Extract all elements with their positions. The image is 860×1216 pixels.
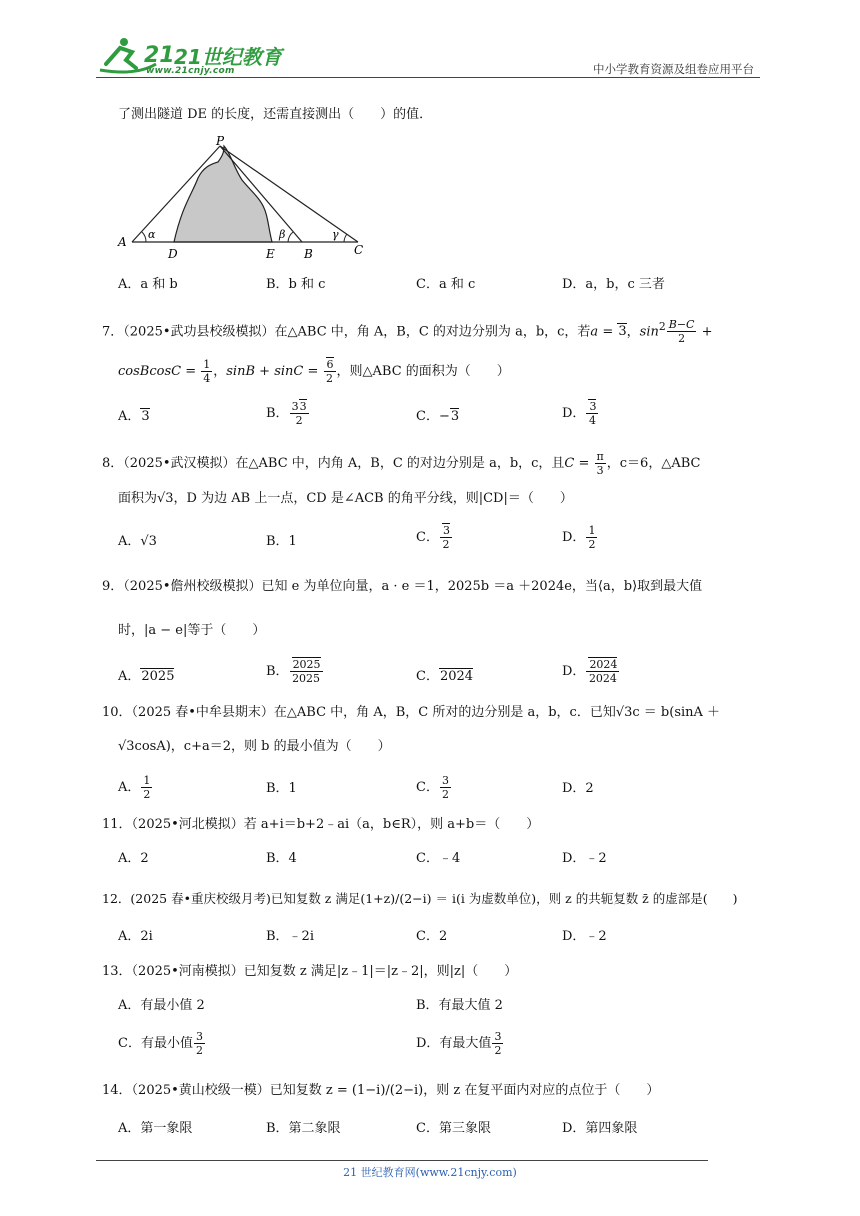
q8-stem-2: 面积为√3，D 为边 AB 上一点，CD 是∠ACB 的角平分线，则|CD|＝（ ） [118, 491, 573, 506]
q12-option-a: A．2i [118, 929, 153, 944]
label-B: B [304, 247, 313, 261]
q12-stem: 12．(2025 春•重庆校级月考)已知复数 z 满足(1+z)/(2−i) ＝ i(i 为虚数单位)，则 z 的共轭复数 z̄ 的虚部是( ) [102, 891, 738, 906]
q13-stem: 13．（2025•河南模拟）已知复数 z 满足|z﹣1|＝|z﹣2|，则|z|（ ） [102, 964, 518, 979]
label-E: E [266, 247, 275, 261]
q10-option-b: B．1 [266, 781, 297, 796]
q6-option-a: A．a 和 b [118, 277, 178, 292]
q9-stem: 9．（2025•儋州校级模拟）已知 e 为单位向量，a · e ＝1，2025b ＝a ＋2024e，当⟨a，b⟩取到最大值 [102, 579, 703, 594]
platform-title: 中小学教育资源及组卷应用平台 [593, 62, 754, 76]
tunnel-figure [112, 136, 372, 262]
page-header [96, 34, 760, 80]
logo-text: 21世纪教育 [174, 45, 282, 69]
q12-option-c: C．2 [416, 929, 448, 944]
q6-option-c: C．a 和 c [416, 277, 476, 292]
label-beta: β [279, 228, 286, 241]
q9-option-c: C．2024 [416, 669, 474, 684]
q9-stem-2: 时，|a − e|等于（ ） [118, 623, 266, 638]
q10-option-d: D．2 [562, 781, 594, 796]
q10-option-a: A． $\frac{1}{2}$ [118, 774, 151, 801]
q9-option-d: D． $\frac{2024}{2024}$ [562, 658, 618, 685]
q11-option-d: D．﹣2 [562, 851, 607, 866]
q8-option-b: B．1 [266, 534, 297, 549]
q11-option-a: A．2 [118, 851, 149, 866]
label-D: D [168, 247, 178, 261]
label-gamma: γ [332, 228, 339, 241]
q7-stem-2: cosBcosC = $\frac{1}{4}$ ，sinB + sinC = $\frac{6}{2}$ ，则△ABC 的面积为（ ） [118, 358, 510, 385]
q7-option-d: D． $\frac{3}{4}$ [562, 400, 597, 427]
q14-option-d: D．第四象限 [562, 1121, 638, 1136]
q11-option-b: B．4 [266, 851, 297, 866]
q6-tail: 了测出隧道 DE 的长度，还需直接测出（ ）的值． [118, 107, 433, 122]
q8-option-d: D． $\frac{1}{2}$ [562, 524, 596, 551]
q10-option-c: C． $\frac{3}{2}$ [416, 774, 449, 801]
q7-option-c: C．−3 [416, 409, 460, 424]
q9-option-b: B． $\frac{2025}{2025}$ [266, 658, 321, 685]
logo-url: www.21cnjy.com [146, 66, 235, 76]
header-divider [96, 77, 760, 78]
label-alpha: α [148, 228, 156, 241]
q9-option-a: A．2025 [118, 669, 175, 684]
q13-option-a: A．有最小值 2 [118, 998, 205, 1013]
q6-option-b: B．b 和 c [266, 277, 326, 292]
q8-stem: 8．（2025•武汉模拟）在△ABC 中，内角 A，B，C 的对边分别是 a，b，c，且C = $\frac{\pi}{3}$ ，c＝6，△ABC [102, 450, 701, 477]
q11-option-c: C．﹣4 [416, 851, 461, 866]
q8-option-c: C． $\frac{3}{2}$ [416, 524, 450, 551]
label-A: A [118, 235, 127, 249]
q8-option-a: A．√3 [118, 534, 157, 549]
q10-stem-2: √3cosA)，c+a＝2，则 b 的最小值为（ ） [118, 739, 391, 754]
q14-option-c: C．第三象限 [416, 1121, 491, 1136]
svg-text:21: 21 [144, 43, 175, 68]
q10-stem: 10．（2025 春•中牟县期末）在△ABC 中，角 A，B，C 所对的边分别是 a，b，c．已知√3c ＝ b(sinA ＋ [102, 705, 721, 720]
q12-option-d: D．﹣2 [562, 929, 607, 944]
q14-option-a: A．第一象限 [118, 1121, 193, 1136]
label-C: C [354, 243, 364, 257]
q7-option-a: A．3 [118, 409, 150, 424]
footer-divider [96, 1160, 708, 1161]
q7-option-b: B． $\frac{33}{2}$ [266, 400, 307, 427]
q14-stem: 14．（2025•黄山校级一模）已知复数 z = (1−i)/(2−i)，则 z 在复平面内对应的点位于（ ） [102, 1083, 660, 1098]
q11-stem: 11．（2025•河北模拟）若 a+i＝b+2﹣ai（a，b∈R），则 a+b＝（ ） [102, 817, 540, 832]
label-P: P [216, 136, 225, 148]
q12-option-b: B．﹣2i [266, 929, 314, 944]
q14-option-b: B．第二象限 [266, 1121, 341, 1136]
q13-option-d: D．有最大值 $\frac{3}{2}$ [416, 1030, 502, 1057]
q13-option-c: C．有最小值 $\frac{3}{2}$ [118, 1030, 203, 1057]
q7-stem: 7．（2025•武功县校级模拟）在△ABC 中，角 A，B，C 的对边分别为 a，b，c，若a = 3，$\sin^2$ $\frac{B-C}{2}$ + [102, 318, 713, 346]
q13-option-b: B．有最大值 2 [416, 998, 503, 1013]
q6-option-d: D．a，b，c 三者 [562, 277, 665, 292]
footer-link[interactable]: 21 世纪教育网(www.21cnjy.com) [343, 1166, 517, 1179]
